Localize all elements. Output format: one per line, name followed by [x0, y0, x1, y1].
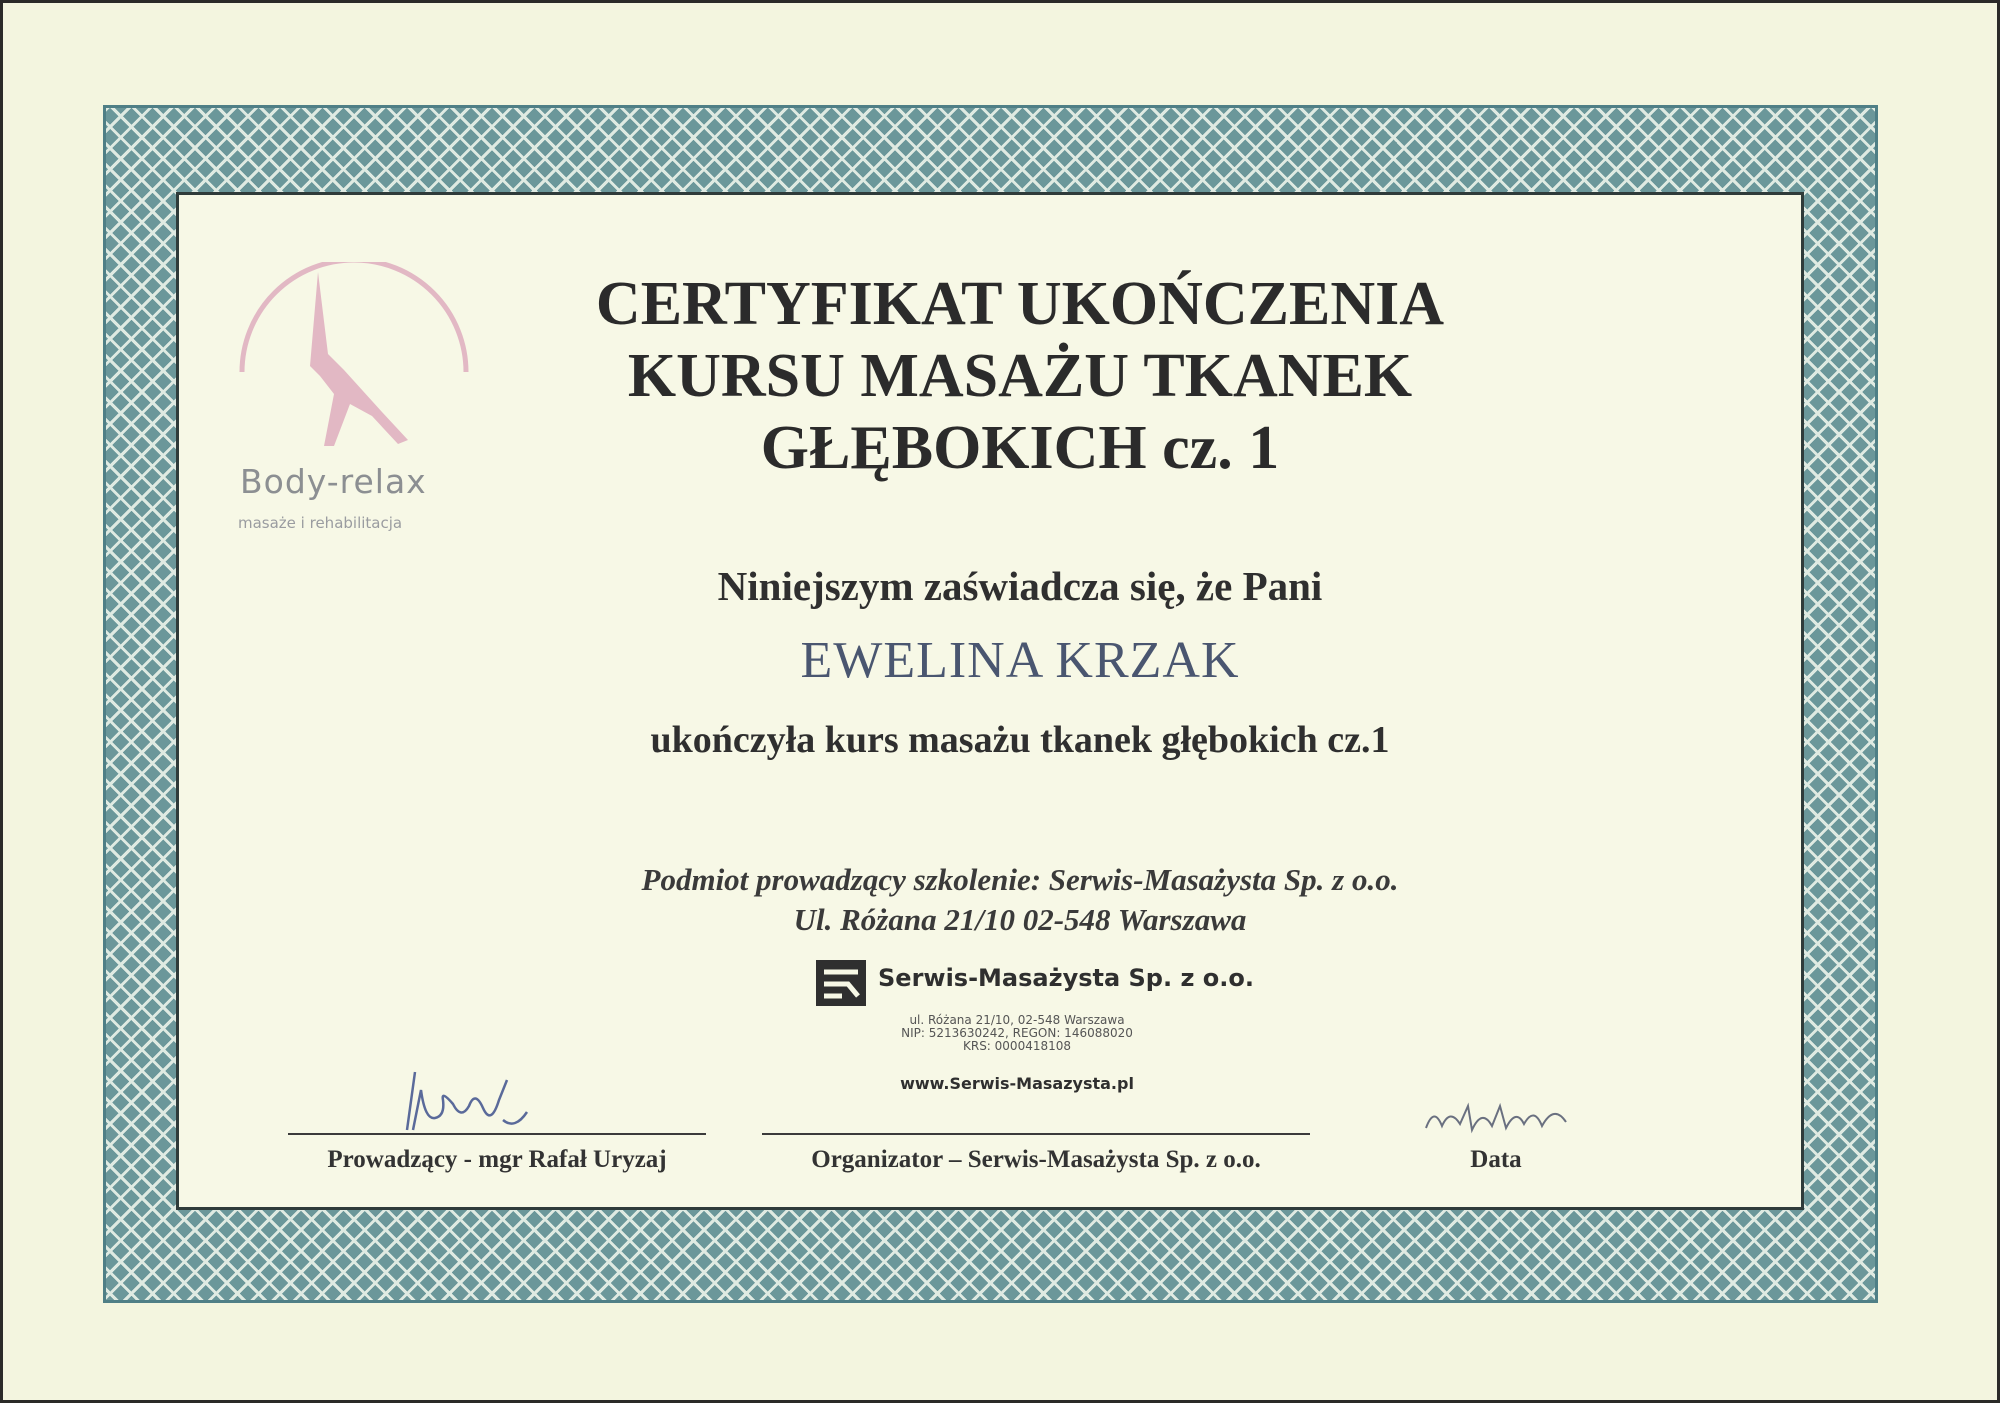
instructor-signature	[395, 1060, 545, 1150]
provider-info	[420, 860, 1620, 940]
yoga-figure-icon	[232, 262, 484, 462]
completion-statement: ukończyła kurs masażu tkanek głębokich cz.1	[650, 719, 1390, 761]
provider-line: Ul. Różana 21/10 02-548 Warszawa	[793, 902, 1247, 937]
organizer-label: Organizator – Serwis-Masażysta Sp. z o.o.	[811, 1146, 1261, 1173]
provider-line: Podmiot prowadzący szkolenie: Serwis-Masażysta Sp. z o.o.	[641, 862, 1399, 897]
instructor-label: Prowadzący - mgr Rafał Uryzaj	[327, 1146, 667, 1173]
intro-text: Niniejszym zaświadcza się, że Pani	[717, 563, 1323, 609]
logo-tagline: masaże i rehabilitacja	[238, 514, 403, 532]
stamp-detail-line: KRS: 0000418108	[962, 1039, 1072, 1053]
stamp-details	[832, 1014, 1202, 1053]
title-line: GŁĘBOKICH cz. 1	[760, 414, 1280, 482]
date-label: Data	[1470, 1146, 1522, 1173]
company-logo-icon	[814, 958, 870, 1010]
title-line: KURSU MASAŻU TKANEK	[627, 342, 1413, 410]
stamp-website: www.Serwis-Masazysta.pl	[900, 1074, 1134, 1093]
body-relax-logo	[232, 262, 484, 542]
title-line: CERTYFIKAT UKOŃCZENIA	[595, 270, 1445, 338]
certificate-title	[520, 268, 1520, 484]
instructor-signature-line	[288, 1133, 706, 1135]
company-stamp	[812, 954, 1254, 1100]
logo-name: Body-relax	[240, 462, 427, 501]
date-scribble	[1420, 1098, 1580, 1138]
stamp-detail-line: NIP: 5213630242, REGON: 146088020	[901, 1026, 1133, 1040]
recipient-name: EWELINA KRZAK	[800, 632, 1240, 689]
organizer-signature-line	[762, 1133, 1310, 1135]
stamp-detail-line: ul. Różana 21/10, 02-548 Warszawa	[909, 1013, 1125, 1027]
stamp-company-name: Serwis-Masażysta Sp. z o.o.	[878, 964, 1254, 992]
